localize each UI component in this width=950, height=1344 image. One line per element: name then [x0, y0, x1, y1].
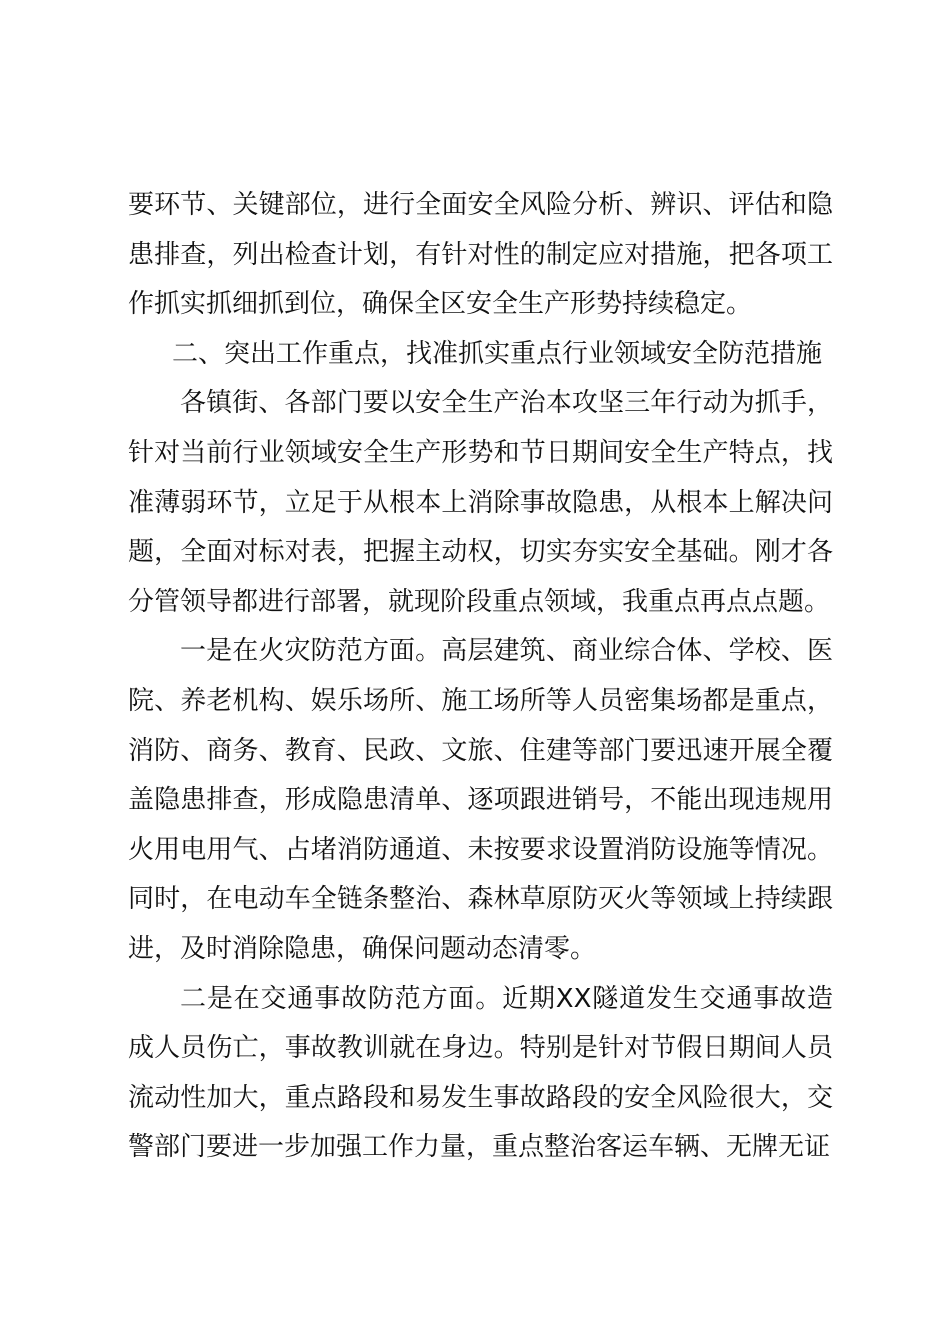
section-heading: 二、突出工作重点，找准抓实重点行业领域安全防范措施	[172, 338, 823, 369]
paragraph-traffic-prevention: 二是在交通事故防范方面。近期XX隧道发生交通事故造成人员伤亡，事故教训就在身边。特别是针对节假日期间人员流动性加大，重点路段和易发生事故路段的安全风险很大，交警部门要进一步加强工作力量，重点整治客运车辆、无牌无证	[128, 983, 833, 1163]
document-page	[128, 181, 833, 1173]
paragraph-continued: 要环节、关键部位，进行全面安全风险分析、辨识、评估和隐患排查，列出检查计划，有针对性的制定应对措施，把各项工作抓实抓细抓到位，确保全区安全生产形势持续稳定。	[128, 190, 833, 320]
paragraph-fire-prevention: 一是在火灾防范方面。高层建筑、商业综合体、学校、医院、养老机构、娱乐场所、施工场所等人员密集场都是重点，消防、商务、教育、民政、文旅、住建等部门要迅速开展全覆盖隐患排查，形成隐患清单、逐项跟进销号，不能出现违规用火用电用气、占堵消防通道、未按要求设置消防设施等情况。同时，在电动车全链条整治、森林草原防灭火等领域上持续跟进，及时消除隐患，确保问题动态清零。	[128, 636, 833, 964]
paragraph-overview: 各镇街、各部门要以安全生产治本攻坚三年行动为抓手，针对当前行业领域安全生产形势和节日期间安全生产特点，找准薄弱环节，立足于从根本上消除事故隐患，从根本上解决问题，全面对标对表，把握主动权，切实夯实安全基础。刚才各分管领导都进行部署，就现阶段重点领域，我重点再点点题。	[128, 388, 833, 617]
